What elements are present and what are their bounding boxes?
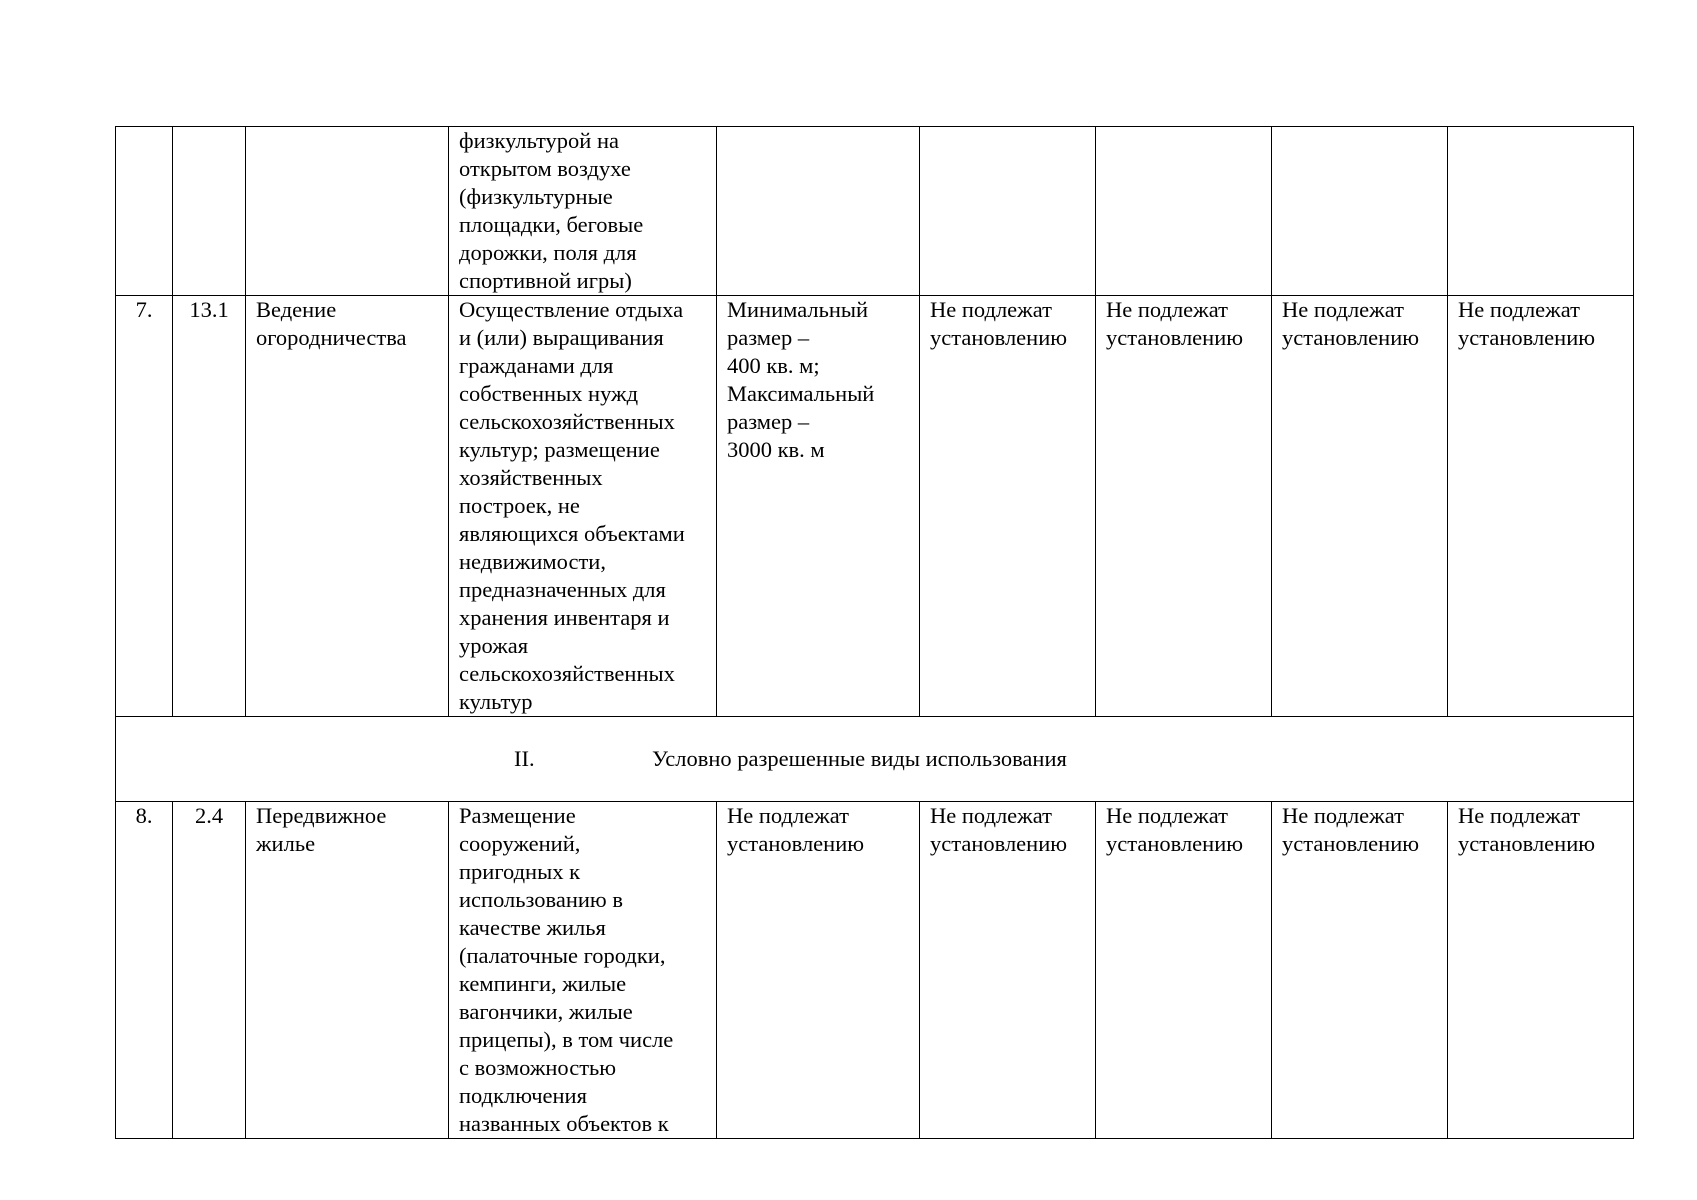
cell-code — [173, 127, 246, 296]
section-header-cell — [116, 717, 1634, 802]
cell-name: Передвижное жилье — [246, 802, 449, 1139]
cell-param-8: Не подлежат установлению — [1272, 802, 1448, 1139]
cell-description: физкультурой на открытом воздухе (физкультурные площадки, беговые дорожки, поля для спортивной игры) — [449, 127, 717, 296]
cell-size: Не подлежат установлению — [717, 802, 920, 1139]
cell-param-9: Не подлежат установлению — [1448, 296, 1634, 717]
cell-number: 8. — [116, 802, 173, 1139]
cell-code: 2.4 — [173, 802, 246, 1139]
cell-size: Минимальный размер – 400 кв. м; Максимальный размер – 3000 кв. м — [717, 296, 920, 717]
cell-param-6 — [920, 127, 1096, 296]
cell-param-9 — [1448, 127, 1634, 296]
section-title: Условно разрешенные виды использования — [652, 746, 1067, 771]
section-number: II. — [514, 746, 535, 771]
cell-param-8 — [1272, 127, 1448, 296]
land-use-table — [115, 126, 1634, 1139]
cell-code: 13.1 — [173, 296, 246, 717]
cell-description: Осуществление отдыха и (или) выращивания гражданами для собственных нужд сельскохозяйственных культур; размещение хозяйственных построек, не являющихся объектами недвижимости, предназначенных для хранения инвентаря и урожая сельскохозяйственных культур — [449, 296, 717, 717]
cell-param-6: Не подлежат установлению — [920, 802, 1096, 1139]
cell-description: Размещение сооружений, пригодных к использованию в качестве жилья (палаточные городки, кемпинги, жилые вагончики, жилые прицепы), в том числе с возможностью подключения названных объектов к — [449, 802, 717, 1139]
cell-number — [116, 127, 173, 296]
table-row-continuation — [116, 127, 1634, 296]
table-row — [116, 802, 1634, 1139]
cell-param-8: Не подлежат установлению — [1272, 296, 1448, 717]
cell-param-7: Не подлежат установлению — [1096, 296, 1272, 717]
cell-param-6: Не подлежат установлению — [920, 296, 1096, 717]
cell-param-7 — [1096, 127, 1272, 296]
cell-size — [717, 127, 920, 296]
table-row — [116, 296, 1634, 717]
cell-param-9: Не подлежат установлению — [1448, 802, 1634, 1139]
cell-name: Ведение огородничества — [246, 296, 449, 717]
section-header-row — [116, 717, 1634, 802]
cell-number: 7. — [116, 296, 173, 717]
cell-param-7: Не подлежат установлению — [1096, 802, 1272, 1139]
cell-name — [246, 127, 449, 296]
